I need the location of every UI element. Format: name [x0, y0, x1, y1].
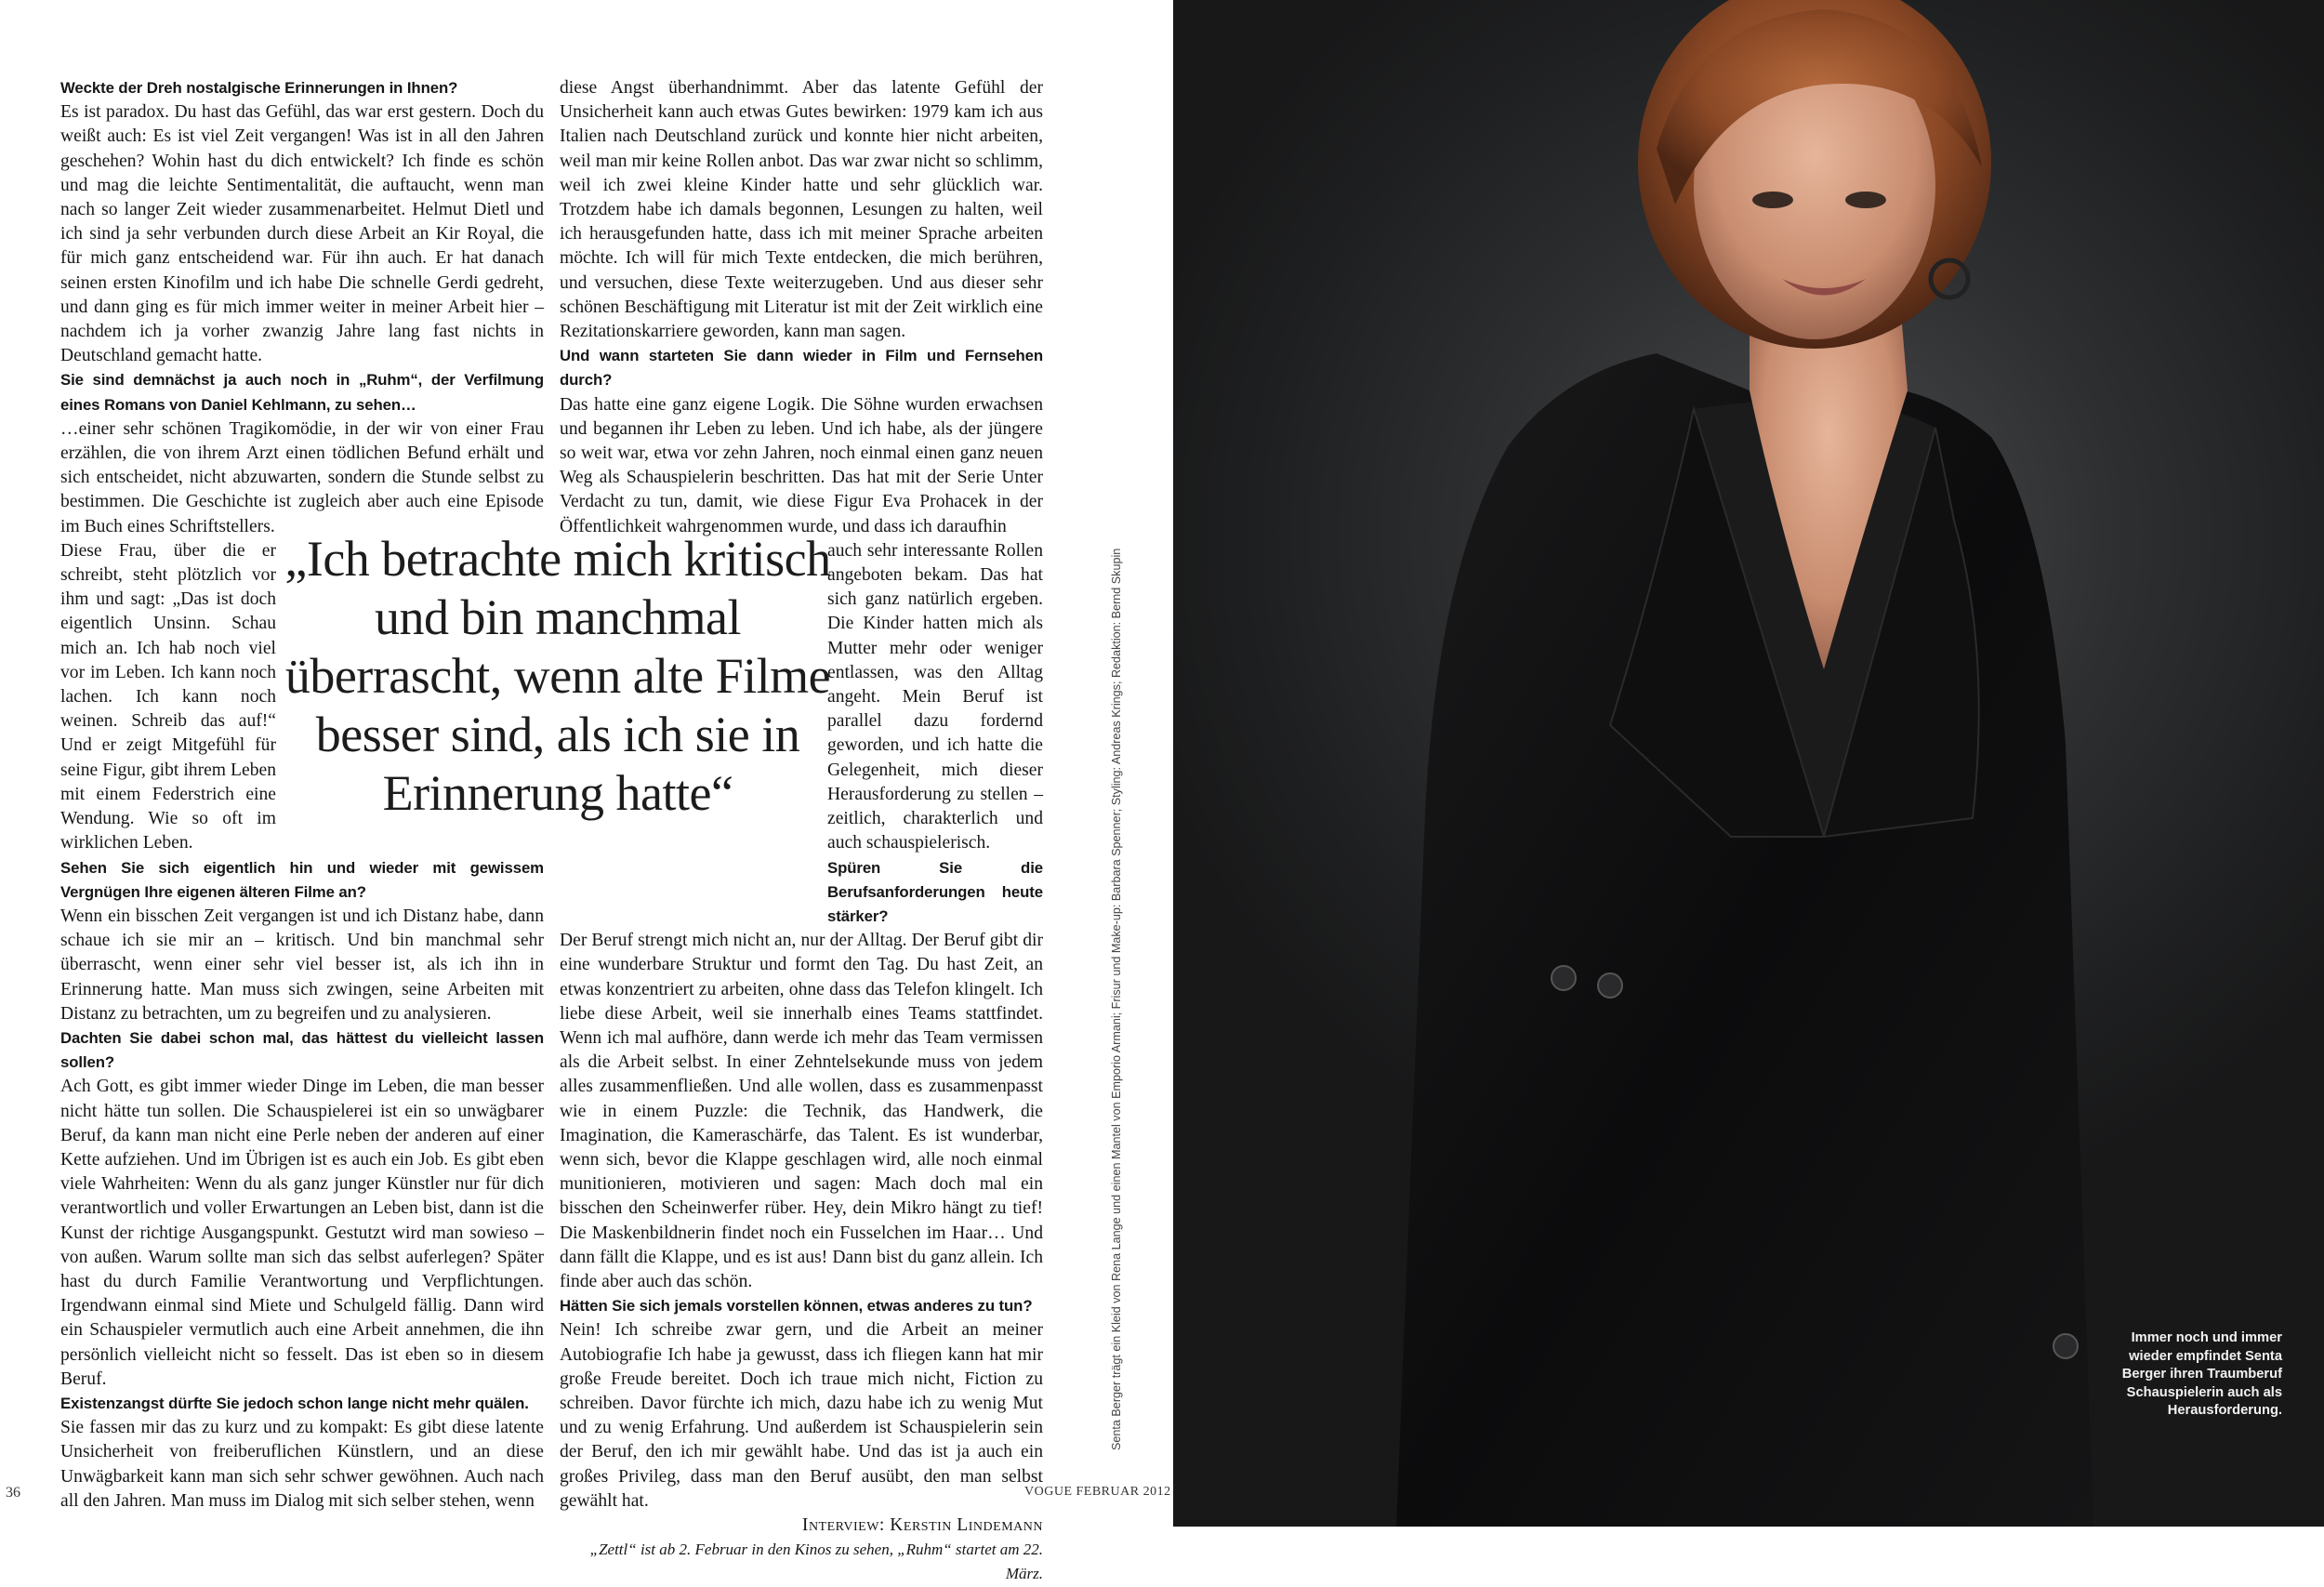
- interview-answer: Wenn ein bisschen Zeit vergangen ist und ich Distanz habe, dann schaue ich sie mir an – kritisch. Und bin manchmal sehr überrascht, wenn einer sehr viel besser ist, als ich ihn in Erinnerung hatte. Man muss sich zwingen, seine Arbeiten mit Distanz zu betrachten, um zu begreifen und zu analysieren.: [60, 906, 544, 1024]
- page-number: 36: [6, 1485, 20, 1501]
- photo-caption: Immer noch und immer wieder empfindet Senta Berger ihren Traumberuf Schauspielerin auch als Herausforderung.: [2121, 1330, 2282, 1418]
- interview-question: Spüren Sie die Berufsanforderungen heute stärker?: [827, 858, 1043, 925]
- interview-answer: diese Angst überhandnimmt. Aber das latente Gefühl der Unsicherheit kann auch etwas Gutes bewirken: 1979 kam ich aus Italien nach Deutschland zurück und konnte hier nicht arbeiten, weil man mir keine Rollen anbot. Das war zwar nicht so schlimm, weil ich zwei kleine Kinder hatte und sehr glücklich war. Trotzdem habe ich damals begonnen, Lesungen zu halten, weil ich herausgefunden hatte, dass ich mit meiner Sprache arbeiten möchte. Ich will für mich Texte entdecken, die mich berühren, und versuchen, diese Texte weiterzugeben. Und aus dieser sehr schönen Beschäftigung mit Literatur ist mit der Zeit wirklich eine Rezitationskarriere geworden, kann man sagen.: [560, 78, 1043, 342]
- interview-answer: Sie fassen mir das zu kurz und zu kompakt: Es gibt diese latente Unsicherheit von freiberuflichen Künstlern, und an diese Unwägbarkeit kann man sich sehr schwer gewöhnen. Auch nach all den Jahren. Man muss im Dialog mit sich selber stehen, wenn: [60, 1418, 544, 1511]
- coat-button: [2053, 1334, 2078, 1358]
- interview-question: Existenzangst dürfte Sie jedoch schon lange nicht mehr quälen.: [60, 1394, 529, 1412]
- coat-button: [1552, 966, 1576, 990]
- interview-answer: Es ist paradox. Du hast das Gefühl, das war erst gestern. Doch du weißt auch: Es ist viel Zeit vergangen! Was ist in all den Jahren geschehen? Wohin hast du dich entwickelt? Ich finde es schön und mag die leichte Sentimentalität, die auftaucht, wenn man nach so langer Zeit wieder zusammenarbeitet. Helmut Dietl und ich sind ja sehr verbunden durch diese Arbeit an Kir Royal, die für mich ganz entscheidend war. Für ihn auch. Er hat danach seinen ersten Kinofilm und ich habe Die schnelle Gerdi gedreht, und dann ging es für mich immer weiter in meiner Arbeit hier – nachdem ich ja vorher zwanzig Jahre lang fast nichts in Deutschland gemacht hatte.: [60, 102, 544, 366]
- magazine-footer: VOGUE FEBRUAR 2012: [1024, 1485, 1171, 1499]
- interview-answer: …einer sehr schönen Tragikomödie, in der wir von einer Frau erzählen, die von ihrem Arzt einen tödlichen Befund erhält und sich entscheidet, nicht abzuwarten, sondern die Stunde selbst zu bestimmen. Die Geschichte ist zugleich aber auch eine Episode im Buch eines Schriftstellers.: [60, 418, 544, 536]
- interview-answer-wrapped: Diese Frau, über die er schreibt, steht plötzlich vor ihm und sagt: „Das ist doch eigentlich Unsinn. Schau mich an. Ich hab noch viel vor im Leben. Ich kann noch lachen. Ich kann noch weinen. Schreib das auf!“ Und er zeigt Mitgefühl für seine Figur, gibt ihrem Leben mit einem Federstrich eine Wendung. Wie so oft im wirklichen Leben.: [60, 540, 276, 853]
- interview-answer: Nein! Ich schreibe zwar gern, und die Arbeit an meiner Autobiografie Ich habe ja gewusst, dass ich fliegen kann hat mir große Freude bereitet. Doch ich traue mich nicht, Fiction zu schreiben. Davor fürchte ich mich, dazu habe ich zu wenig Mut und zu wenig Erfahrung. Und außerdem ist Schauspielerin sein der Beruf, den ich mir gewählt habe. Und das ist ja auch ein großes Privileg, dass man den Beruf ausübt, den man selbst gewählt hat.: [560, 1320, 1043, 1511]
- left-eye: [1752, 192, 1793, 208]
- interview-question: Sie sind demnächst ja auch noch in „Ruhm“, der Verfilmung eines Romans von Daniel Kehlmann, zu sehen…: [60, 371, 544, 414]
- release-note: „Zettl“ ist ab 2. Februar in den Kinos zu sehen, „Ruhm“ startet am 22. März.: [589, 1541, 1043, 1583]
- portrait-photo: [1173, 0, 2324, 1527]
- right-eye: [1845, 192, 1886, 208]
- interview-question: Und wann starteten Sie dann wieder in Film und Fernsehen durch?: [560, 347, 1043, 390]
- interview-byline: Interview: Kerstin Lindemann: [801, 1514, 1043, 1535]
- interview-question: Hätten Sie sich jemals vorstellen können, etwas anderes zu tun?: [560, 1297, 1033, 1316]
- coat-button: [1598, 973, 1622, 998]
- interview-question: Sehen Sie sich eigentlich hin und wieder mit gewissem Vergnügen Ihre eigenen älteren Filme an?: [60, 858, 544, 901]
- interview-question: Dachten Sie dabei schon mal, das hättest du vielleicht lassen sollen?: [60, 1028, 544, 1072]
- photo-credit: Senta Berger trägt ein Kleid von Rena Lange und einen Mantel von Emporio Armani; Frisur und Make-up: Barbara Spenner; Styling: Andreas Krings; Redaktion: Bernd Skupin: [1110, 548, 1123, 1450]
- interview-question: Weckte der Dreh nostalgische Erinnerungen in Ihnen?: [60, 79, 458, 97]
- interview-answer: Ach Gott, es gibt immer wieder Dinge im Leben, die man besser nicht hätte tun sollen. Die Schauspielerei ist ein so unwägbarer Beruf, da kann man nicht eine Perle neben der anderen auf einer Kette aufziehen. Und im Übrigen ist es auch ein Job. Es gibt eben viele Wahrheiten: Wenn du als ganz junger Künstler nur für dich verantwortlich und voller Erwartungen an Leben bist, dann ist die Kunst der richtige Ausgangspunkt. Gestutzt wird man sowieso – von außen. Warum sollte man sich das selbst auferlegen? Später hast du durch Familie Verantwortung und Verpflichtungen. Irgendwann einmal sind Miete und Schulgeld fällig. Dann wird ein Schauspieler vermutlich auch eine Arbeit annehmen, die ihn persönlich vielleicht nicht so fesselt. Das ist eben so in diesem Beruf.: [60, 1077, 544, 1389]
- portrait-illustration: [1173, 0, 2324, 1527]
- text-column-2: [560, 76, 1043, 1587]
- interview-answer: Das hatte eine ganz eigene Logik. Die Söhne wurden erwachsen und begannen ihr Leben zu leben. Und ich habe, als der jüngere so weit war, etwa vor zehn Jahren, noch einmal einen ganz neuen Weg als Schauspielerin beschritten. Das hat mit der Serie Unter Verdacht zu tun, damit, wie diese Figur Eva Prohacek in der Öffentlichkeit wahrgenommen wurde, und dass ich daraufhin: [560, 394, 1043, 536]
- interview-answer: Der Beruf strengt mich nicht an, nur der Alltag. Der Beruf gibt dir eine wunderbare Struktur und formt den Tag. Du hast Zeit, an etwas konzentriert zu arbeiten, ohne dass das Telefon klingelt. Ich liebe diese Arbeit, weil sie innerhalb eines Teams stattfindet. Wenn ich mal aufhöre, dann werde ich mehr das Team vermissen als die Arbeit selbst. In einer Zehntelsekunde muss von jedem alles zusammenfließen. Und alle wollen, dass es zusammenpasst wie in einem Puzzle: die Technik, das Handwerk, die Imagination, die Kameraschärfe, das Talent. Es ist wunderbar, wenn sich, bevor die Klappe geschlagen wird, alle noch einmal munitionieren, motivieren und sagen: Mach doch mal ein bisschen den Scheinwerfer rüber. Hey, dein Mikro hängt zu tief! Die Maskenbildnerin findet noch ein Fusselchen im Haar… Und dann fällt die Klappe, und es ist aus! Dann bist du ganz allein. Ich finde aber auch das schön.: [560, 931, 1043, 1291]
- interview-answer-wrapped: auch sehr interessante Rollen angeboten bekam. Das hat sich ganz natürlich ergeben. Die Kinder hatten mich als Mutter mehr oder weniger entlassen, was den Alltag angeht. Mein Beruf ist parallel dazu fordernd geworden, und ich hatte die Gelegenheit, mich dieser Herausforderung zu stellen – zeitlich, charakterlich und auch schauspielerisch.: [827, 540, 1043, 853]
- pull-quote: „Ich betrachte mich kritisch und bin manchmal überrascht, wenn alte Filme besser sind, als ich sie in Erinnerung hatte“: [284, 531, 831, 821]
